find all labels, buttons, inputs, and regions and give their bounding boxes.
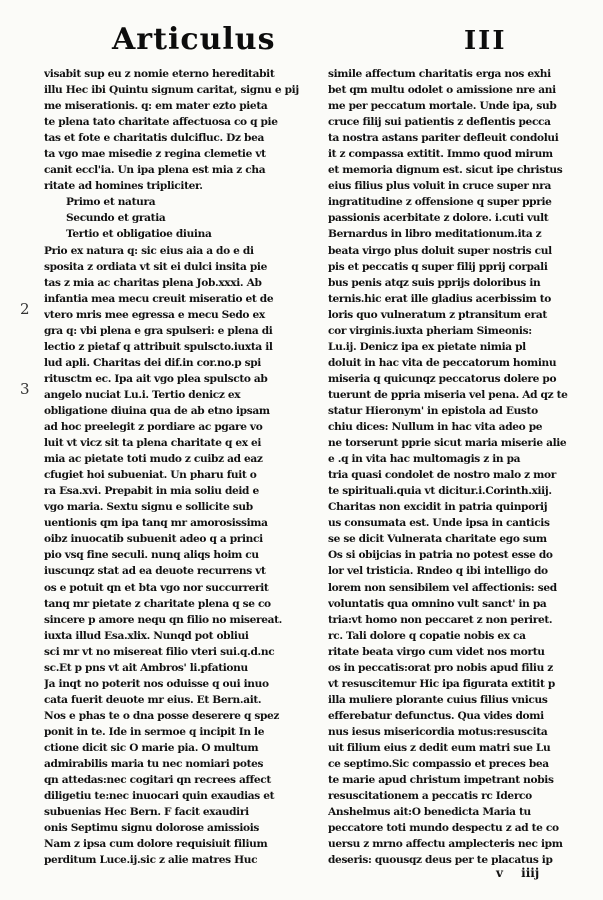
text-line: te marie apud christum impetrant nobis — [328, 774, 554, 787]
text-line: Primo et natura — [66, 196, 156, 209]
text-line: peccatore toti mundo despectu z ad te co — [328, 822, 559, 835]
text-line: te plena tato charitate affectuosa co q pie — [44, 116, 278, 129]
text-line: admirabilis maria tu nec nomiari potes — [44, 758, 264, 771]
text-line: bus penis atqz suis pprijs doloribus in — [328, 276, 541, 289]
text-line: ne torserunt pprie sicut maria miserie alie — [328, 437, 567, 450]
text-line: ta vgo mae misedie z regina clemetie vt — [44, 148, 266, 161]
text-line: iuscunqz stat ad ea deuote recurrens vt — [44, 565, 266, 578]
text-line: Anshelmus ait:O benedicta Maria tu — [328, 806, 531, 819]
text-line: pio vsq fine seculi. nunq aliqs hoim cu — [44, 549, 259, 562]
text-line: statur Hieronym' in epistola ad Eusto — [328, 404, 538, 417]
text-line: beata virgo plus doluit super nostris cul — [328, 244, 552, 257]
text-line: ra Esa.xvi. Prepabit in mia soliu deid e — [44, 485, 259, 498]
text-line: cata fuerit deuote mr eius. Et Bern.ait. — [44, 693, 262, 706]
text-line: uit filium eius z dedit eum matri sue Lu — [328, 741, 551, 754]
text-line: ritusctm ec. Ipa ait vgo plea spulscto ab — [44, 372, 268, 385]
text-line: sci mr vt no misereat filio vteri sui.q.d.nc — [44, 645, 275, 658]
text-line: ta nostra astans pariter defleuit condolui — [328, 132, 559, 145]
text-line: bet qm multu odolet o amissione nre ani — [328, 84, 556, 97]
text-line: me miserationis. q: em mater ezto pieta — [44, 100, 268, 113]
text-line: us consumata est. Unde ipsa in canticis — [328, 517, 550, 530]
text-line: tas et fote e charitatis dulcifluc. Dz bea — [44, 132, 264, 145]
text-line: me per peccatum mortale. Unde ipa, sub — [328, 100, 557, 113]
text-line: tuerunt de ppria miseria vel pena. Ad qz te — [328, 388, 568, 401]
text-line: ritate ad homines tripliciter. — [44, 180, 203, 193]
text-line: pis et peccatis q super filij pprij corpali — [328, 260, 548, 273]
text-line: sc.Et p pns vt ait Ambros' li.pfationu — [44, 661, 248, 674]
text-line: simile affectum charitatis erga nos exhi — [328, 68, 551, 80]
text-line: miseria q quicunqz peccatorus dolere po — [328, 372, 557, 385]
text-line: cruce filij sui patientis z deflentis pecca — [328, 116, 551, 129]
margin-note-2: 2 — [20, 300, 30, 318]
text-line: Os si obijcias in patria no potest esse do — [328, 549, 553, 562]
text-line: vgo maria. Sextu signu e sollicite sub — [44, 501, 253, 514]
text-line: tria quasi condolet de nostro malo z mor — [328, 469, 556, 482]
text-line: subuenias Hec Bern. F facit exaudiri — [44, 806, 249, 819]
folio-number: III — [464, 26, 507, 56]
text-line: e .q in vita hac multomagis z in pa — [328, 453, 521, 466]
text-line: resuscitationem a peccatis rc Iderco — [328, 790, 532, 803]
text-line: se se dicit Vulnerata charitate ego sum — [328, 533, 547, 546]
text-line: onis Septimu signu dolorose amissiois — [44, 822, 260, 835]
text-line: os in peccatis:orat pro nobis apud filiu z — [328, 661, 553, 674]
text-line: ce septimo.Sic compassio et preces bea — [328, 758, 549, 771]
text-line: lud apli. Charitas dei dif.in cor.no.p spi — [44, 356, 261, 369]
text-line: tas z mia ac charitas plena Job.xxxi. Ab — [44, 276, 262, 289]
text-line: illu Hec ibi Quintu signum caritat, signu e pij — [44, 84, 299, 97]
text-line: cor virginis.iuxta pheriam Simeonis: — [328, 324, 532, 337]
text-line: vtero mris mee egressa e mecu Sedo ex — [44, 308, 265, 321]
text-line: oibz inuocatib subuenit adeo q a princi — [44, 533, 263, 546]
text-line: iuxta illud Esa.xlix. Nunqd pot obliui — [44, 629, 249, 642]
text-line: Nam z ipsa cum dolore requisiuit filium — [44, 838, 268, 851]
text-line: mia ac pietate toti mudo z cuibz ad eaz — [44, 453, 263, 466]
left-text-column — [44, 66, 312, 868]
right-text-column — [328, 66, 590, 868]
text-line: obligatione diuina qua de ab etno ipsam — [44, 404, 270, 417]
text-line: visabit sup eu z nomie eterno hereditabit — [44, 68, 275, 80]
text-line: perditum Luce.ij.sic z alie matres Huc — [44, 854, 258, 867]
text-line: ad hoc preelegit z pordiare ac pgare vo — [44, 421, 263, 434]
text-line: illa muliere plorante cuius filius vnicus — [328, 693, 548, 706]
text-line: os e potuit qn et bta vgo nor succurrerit — [44, 581, 269, 594]
text-line: passionis acerbitate z dolore. i.cuti vult — [328, 212, 549, 225]
text-line: lor vel tristicia. Rndeo q ibi intelligo do — [328, 565, 548, 578]
text-line: ritate beata virgo cum videt nos mortu — [328, 645, 545, 658]
text-line: ingratitudine z offensione q super pprie — [328, 196, 552, 209]
text-line: efferebatur defunctus. Qua vides domi — [328, 709, 544, 722]
text-line: Secundo et gratia — [66, 212, 166, 225]
text-line: angelo nuciat Lu.i. Tertio denicz ex — [44, 388, 241, 401]
text-line: ponit in te. Ide in sermoe q incipit In le — [44, 725, 265, 738]
text-line: Prio ex natura q: sic eius aia a do e di — [44, 244, 254, 257]
text-line: Bernardus in libro meditationum.ita z — [328, 228, 542, 241]
text-line: diligetiu te:nec inuocari quin exaudias et — [44, 790, 275, 803]
text-line: Tertio et obligatioe diuina — [66, 228, 212, 241]
text-line: qn attedas:nec cogitari qn recrees affect — [44, 774, 271, 787]
text-line: Lu.ij. Denicz ipa ex pietate nimia pl — [328, 340, 526, 353]
text-line: canit eccl'ia. Un ipa plena est mia z cha — [44, 164, 266, 177]
text-line: nus iesus misericordia motus:resuscita — [328, 725, 548, 738]
text-line: tria:vt homo non peccaret z non periret. — [328, 613, 553, 626]
text-line: infantia mea mecu creuit miseratio et de — [44, 292, 274, 305]
text-line: lectio z pietaf q attribuit spulscto.iuxta il — [44, 340, 273, 353]
text-line: uersu z mrno affectu amplecteris nec ipm — [328, 838, 563, 851]
text-line: luit vt vicz sit ta plena charitate q ex ei — [44, 437, 262, 450]
text-line: Nos e phas te o dna posse deserere q spez — [44, 709, 280, 722]
text-line: it z compassa extitit. Immo quod mirum — [328, 148, 553, 161]
text-line: ternis.hic erat ille gladius acerbissim to — [328, 292, 551, 305]
text-line: sincere p amore nequ qn filio no misereat. — [44, 613, 283, 626]
text-line: Charitas non excidit in patria quinporij — [328, 501, 548, 514]
text-line: rc. Tali dolore q copatie nobis ex ca — [328, 629, 526, 642]
text-line: vt resuscitemur Hic ipa figurata extitit p — [328, 677, 555, 690]
text-line: tanq mr pietate z charitate plena q se co — [44, 597, 271, 610]
text-line: ctione dicit sic O marie pia. O multum — [44, 741, 259, 754]
text-line: et memoria dignum est. sicut ipe christus — [328, 164, 563, 177]
text-line: sposita z ordiata vt sit ei dulci insita pie — [44, 260, 267, 273]
text-line: lorem non sensibilem vel affectionis: sed — [328, 581, 557, 594]
text-line: eius filius plus voluit in cruce super nra — [328, 180, 552, 193]
text-line: deseris: quousqz deus per te placatus ip — [328, 854, 553, 867]
text-line: Ja inqt no poterit nos oduisse q oui inuo — [44, 677, 269, 690]
text-line: cfugiet hoi subueniat. Un pharu fuit o — [44, 469, 257, 482]
margin-note-3: 3 — [20, 380, 30, 398]
signature-mark: v iiij — [496, 866, 540, 880]
text-line: loris quo vulneratum z ptransitum erat — [328, 308, 547, 321]
text-line: uentionis qm ipa tanq mr amorosissima — [44, 517, 268, 530]
text-line: gra q: vbi plena e gra spulseri: e plena di — [44, 324, 273, 337]
running-head-title: Articulus — [112, 22, 276, 57]
text-line: doluit in hac vita de peccatorum hominu — [328, 356, 557, 369]
text-line: te spirituali.quia vt dicitur.i.Corinth.xiij. — [328, 485, 552, 498]
text-line: chiu dices: Nullum in hac vita adeo pe — [328, 421, 543, 434]
text-line: voluntatis qua omnino vult sanct' in pa — [328, 597, 547, 610]
